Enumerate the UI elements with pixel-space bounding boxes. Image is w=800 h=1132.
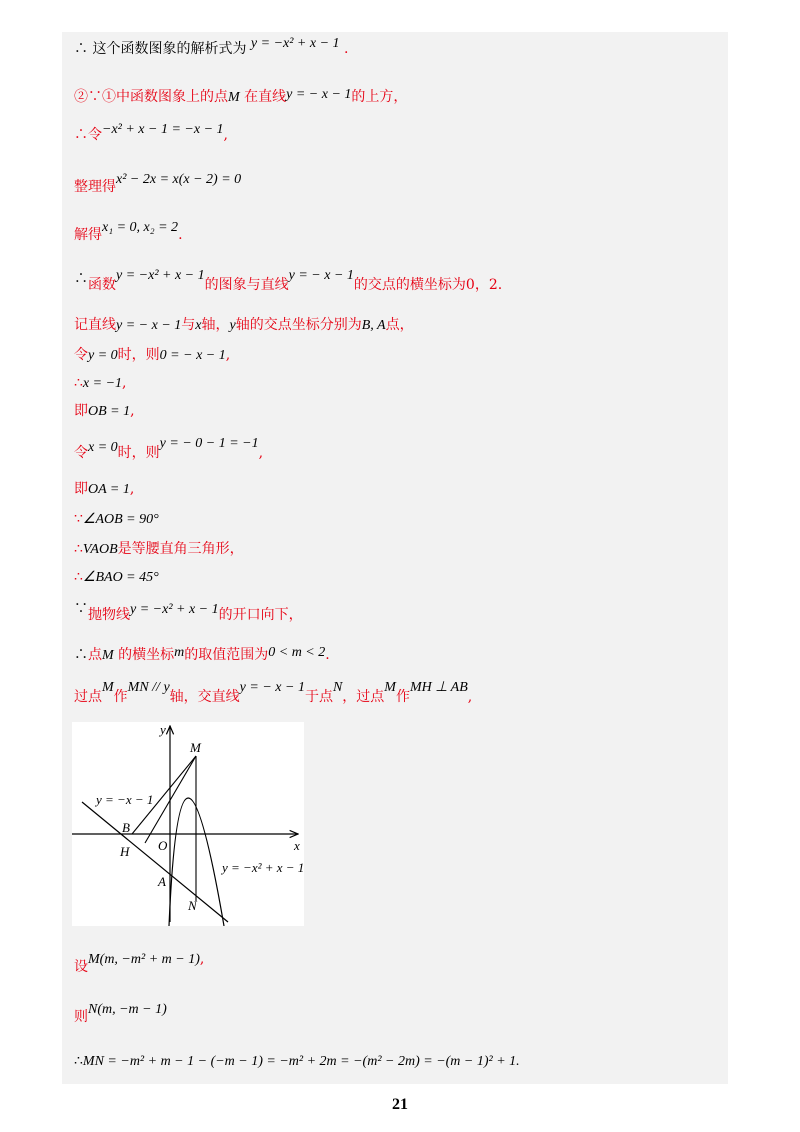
text: 的横坐标 — [113, 647, 175, 663]
formula: 0 = − x − 1 — [159, 348, 226, 363]
text: 函数 — [88, 277, 116, 293]
text: ∴ — [74, 375, 83, 391]
text: 的开口向下， — [218, 607, 303, 623]
formula: MH ⊥ AB — [409, 680, 468, 695]
line-11 — [74, 436, 264, 461]
therefore-symbol: ∴ — [74, 271, 88, 287]
text: 轴的交点坐标分别为 — [235, 317, 362, 333]
text: 点， — [385, 317, 414, 333]
punct: , — [223, 127, 228, 143]
text: 过点 — [74, 689, 102, 705]
formula: y = − x − 1 — [286, 87, 352, 102]
line-6 — [74, 268, 503, 293]
text: ∴ — [74, 541, 83, 557]
straight-line — [82, 802, 228, 922]
formula: N — [332, 680, 343, 695]
line-9 — [74, 374, 126, 393]
label-y-axis: y — [160, 722, 166, 737]
label-o: O — [158, 838, 168, 853]
formula: 0 < m < 2 — [268, 645, 326, 660]
because-symbol: ∵ — [74, 601, 88, 617]
label-h: H — [120, 844, 130, 859]
text: 这个函数图象的解析式为 — [92, 41, 247, 57]
text: 时，则 — [117, 445, 160, 461]
text: ∵ — [74, 511, 83, 527]
line-5 — [74, 218, 183, 243]
therefore-symbol: ∴ — [74, 41, 88, 57]
text: 则 — [74, 1009, 88, 1025]
text: 令 — [74, 347, 88, 363]
formula: y = −x² + x − 1 — [116, 268, 205, 283]
text: 设 — [74, 959, 88, 975]
text: 记直线 — [74, 317, 116, 333]
line-8 — [74, 346, 230, 365]
line-18 — [74, 680, 473, 705]
text: 点 — [88, 647, 102, 663]
formula: y — [229, 318, 236, 333]
formula: y = − x − 1 — [288, 268, 354, 283]
line-13 — [74, 510, 159, 529]
punct: , — [129, 481, 135, 497]
formula: x² − 2x = x(x − 2) = 0 — [116, 172, 242, 187]
formula: −x² + x − 1 = −x − 1 — [102, 122, 224, 137]
therefore-symbol: ∴ — [74, 1053, 83, 1069]
parabola-line-graph — [72, 722, 304, 926]
punct: , — [199, 951, 205, 967]
text: ，过点 — [342, 689, 385, 705]
line-2 — [74, 88, 407, 107]
text: 轴， — [201, 317, 230, 333]
formula: x₁ = 0, x₂ = 2 — [102, 220, 179, 235]
text: 抛物线 — [88, 607, 130, 623]
punct: . — [344, 41, 349, 57]
formula: M — [384, 680, 396, 695]
punct: , — [258, 445, 264, 461]
text: 的交点的横坐标为0，2. — [353, 277, 503, 293]
formula: MN = −m² + m − 1 − (−m − 1) = −m² + 2m = −(m² − 2m) = −(m − 1)² + 1. — [82, 1054, 520, 1069]
line-15 — [74, 568, 159, 587]
label-m: M — [190, 740, 201, 755]
text: ∴ — [74, 569, 83, 585]
line-4 — [74, 170, 242, 195]
punct: . — [325, 647, 330, 663]
line-14 — [74, 540, 244, 559]
line-10 — [74, 402, 135, 421]
punct: . — [178, 227, 183, 243]
text: 与 — [181, 317, 196, 333]
formula: VAOB — [82, 542, 118, 557]
formula: B, A — [361, 318, 386, 333]
punct: , — [467, 689, 473, 705]
formula: m — [174, 645, 185, 660]
line-equation-label: y = −x − 1 — [96, 792, 154, 807]
formula: M — [228, 90, 240, 105]
line-12 — [74, 480, 134, 499]
text: 令 — [74, 445, 88, 461]
text: 即 — [74, 481, 88, 497]
line-21 — [74, 1052, 520, 1071]
formula: x = 0 — [88, 440, 118, 455]
text: 的图象与直线 — [204, 277, 289, 293]
punct: , — [225, 347, 231, 363]
label-b: B — [122, 820, 130, 835]
text: 于点 — [304, 689, 333, 705]
text: ②∵①中函数图象上的点 — [74, 89, 228, 105]
text: 作 — [113, 689, 128, 705]
text: 作 — [395, 689, 410, 705]
text: 轴，交直线 — [169, 689, 240, 705]
line-19 — [74, 950, 205, 975]
line-1 — [74, 36, 349, 59]
line-20 — [74, 1000, 167, 1025]
formula: y = −x² + x − 1 — [250, 36, 340, 51]
text: 在直线 — [239, 89, 287, 105]
formula: N(m, −m − 1) — [88, 1002, 167, 1017]
formula: ∠BAO = 45° — [82, 570, 159, 585]
punct: , — [130, 403, 135, 419]
formula: x = −1 — [82, 376, 123, 391]
formula: y = − x − 1 — [239, 680, 305, 695]
text: 解得 — [74, 227, 102, 243]
label-a: A — [158, 874, 166, 889]
text: 的上方， — [351, 89, 408, 105]
formula: y = −x² + x − 1 — [130, 602, 219, 617]
formula: y = − 0 − 1 = −1 — [159, 436, 259, 451]
line-7 — [74, 316, 414, 335]
text: 是等腰直角三角形， — [117, 541, 244, 557]
formula: M(m, −m² + m − 1) — [88, 952, 200, 967]
punct: , — [122, 375, 127, 391]
text: 的取值范围为 — [184, 647, 269, 663]
line-17 — [74, 646, 330, 665]
text: ∴令 — [74, 127, 102, 143]
formula: OA = 1 — [88, 482, 130, 497]
line-16 — [74, 600, 303, 623]
text: 即 — [74, 403, 88, 419]
label-n: N — [188, 898, 197, 913]
label-x-axis: x — [294, 838, 300, 853]
curve-equation-label: y = −x² + x − 1 — [222, 860, 304, 875]
text: 时，则 — [117, 347, 160, 363]
formula: MN // y — [127, 680, 170, 695]
line-3 — [74, 122, 228, 145]
formula: x — [195, 318, 202, 333]
formula: M — [102, 680, 114, 695]
formula: y = − x − 1 — [116, 318, 182, 333]
formula: y = 0 — [88, 348, 118, 363]
page-number: 21 — [392, 1096, 408, 1113]
formula: M — [102, 648, 114, 663]
formula: OB = 1 — [88, 404, 131, 419]
therefore-symbol: ∴ — [74, 647, 88, 663]
text: 整理得 — [74, 179, 116, 195]
formula: ∠AOB = 90° — [82, 512, 159, 527]
